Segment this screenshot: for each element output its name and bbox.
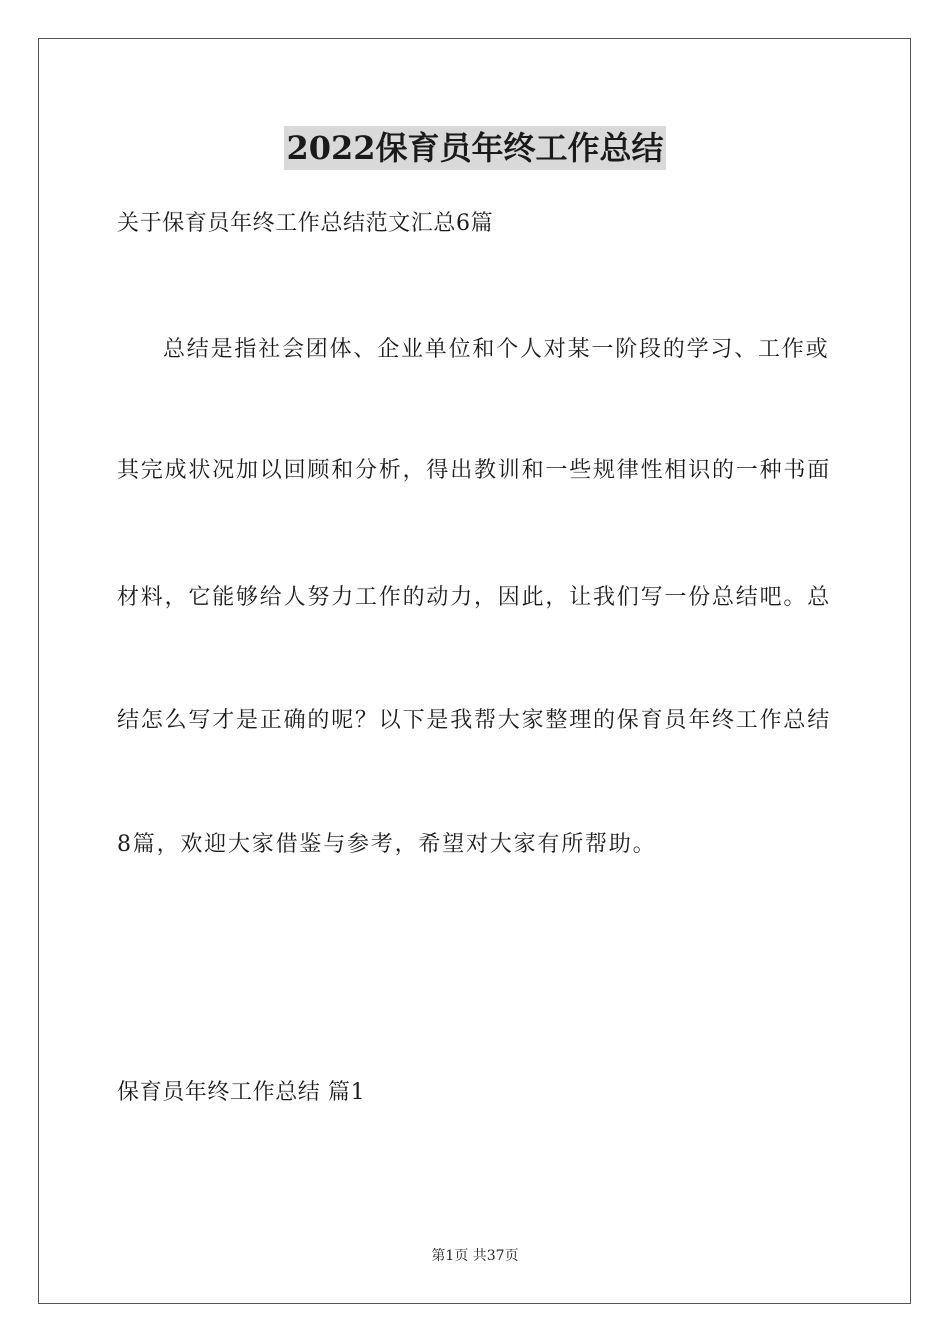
paragraph-line-3: 材料，它能够给人努力工作的动力，因此，让我们写一份总结吧。总 (117, 585, 832, 610)
paragraph-line-1: 总结是指社会团体、企业单位和个人对某一阶段的学习、工作或 (163, 337, 830, 362)
paragraph-line-5: 8篇，欢迎大家借鉴与参考，希望对大家有所帮助。 (117, 832, 657, 857)
document-title: 2022保育员年终工作总结 (284, 126, 665, 170)
page-footer (0, 1246, 950, 1266)
paragraph-line-2: 其完成状况加以回顾和分析，得出教训和一些规律性相识的一种书面 (117, 458, 832, 483)
title-container (0, 126, 950, 170)
section-heading: 保育员年终工作总结 篇1 (117, 1080, 366, 1105)
page-number-label: 第1页 共37页 (431, 1248, 519, 1264)
document-subtitle: 关于保育员年终工作总结范文汇总6篇 (117, 211, 494, 236)
paragraph-line-4: 结怎么写才是正确的呢？以下是我帮大家整理的保育员年终工作总结 (117, 708, 832, 733)
